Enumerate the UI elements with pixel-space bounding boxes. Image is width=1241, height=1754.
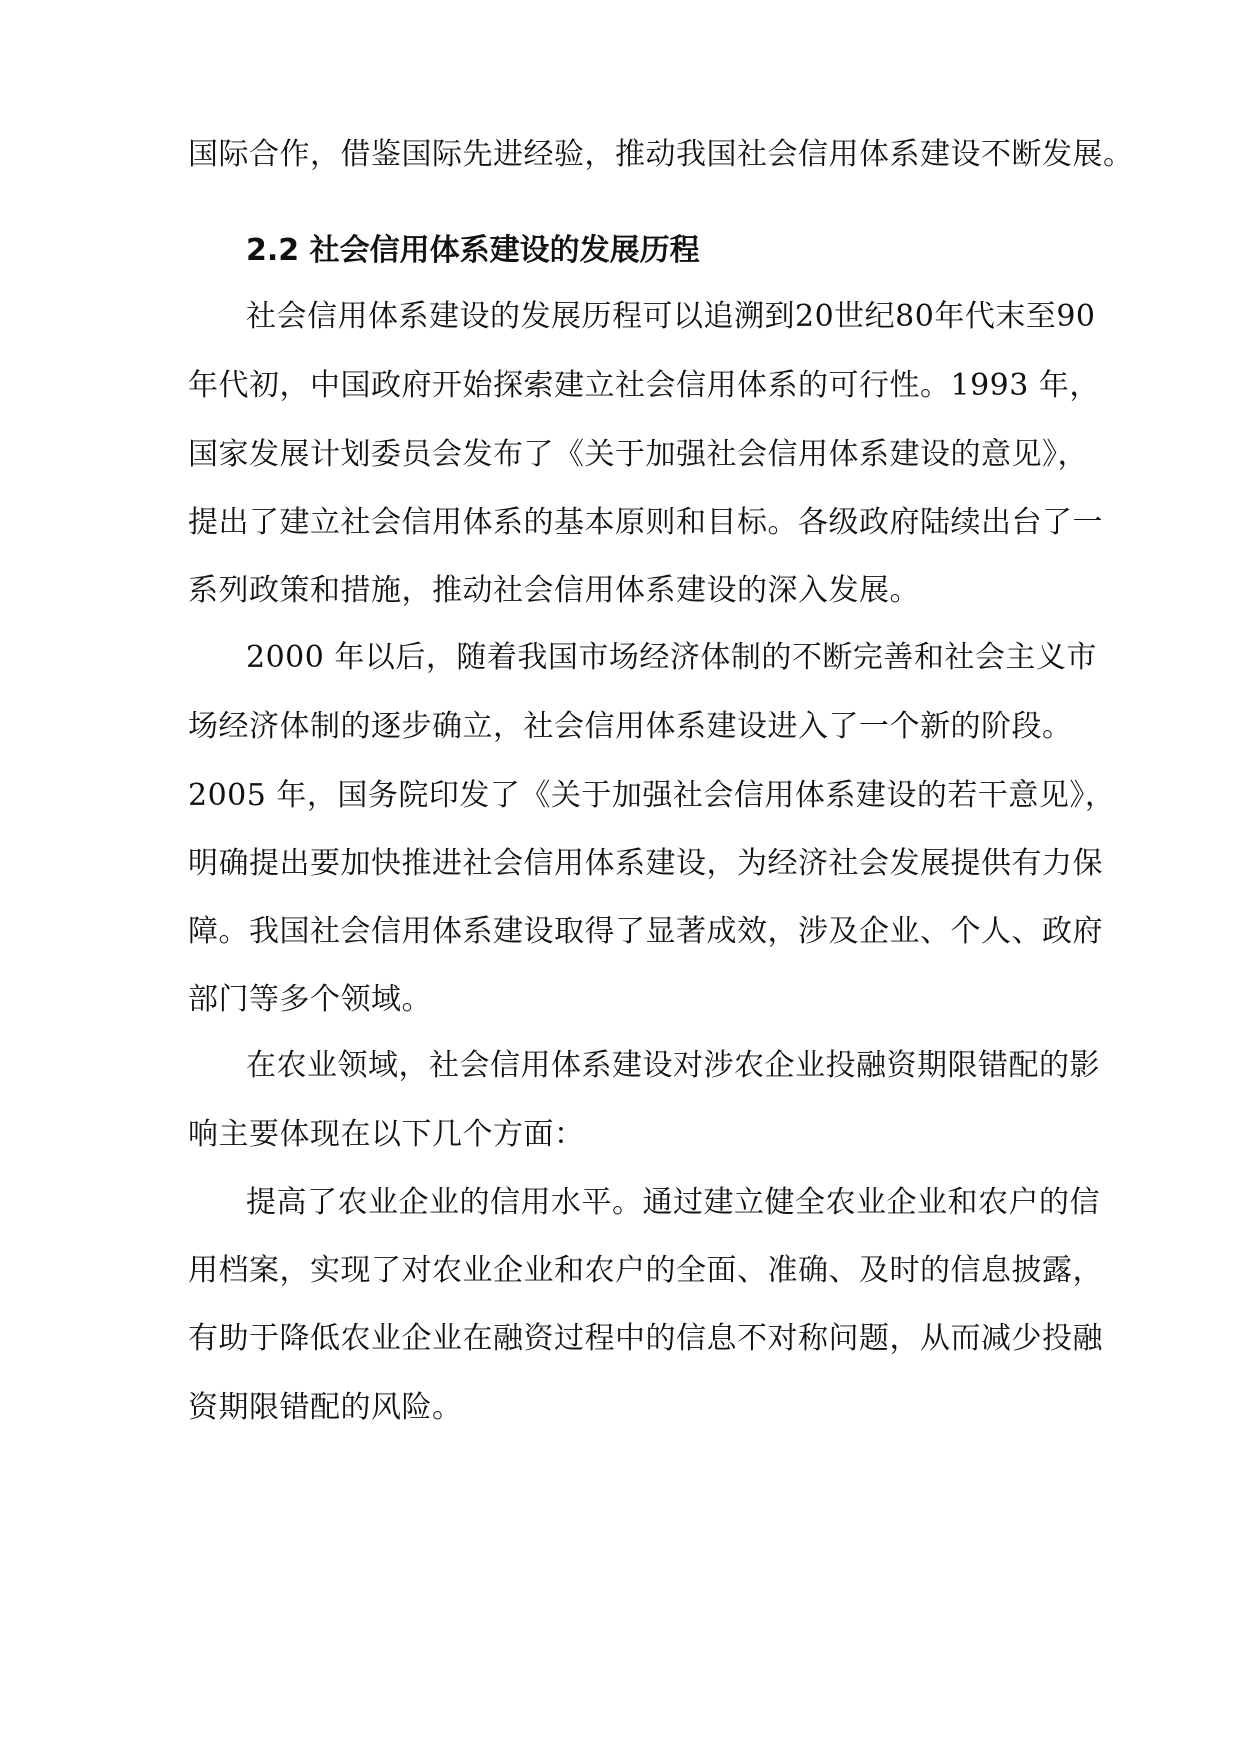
paragraph-line: 障。我国社会信用体系建设取得了显著成效，涉及企业、个人、政府 xyxy=(188,914,1103,949)
paragraph-line: 系列政策和措施，推动社会信用体系建设的深入发展。 xyxy=(188,573,920,608)
paragraph-line: 社会信用体系建设的发展历程可以追溯到20世纪80年代末至90 xyxy=(246,299,1096,334)
paragraph-line: 年代初，中国政府开始探索建立社会信用体系的可行性。1993 年， xyxy=(188,368,1100,403)
paragraph-line: 国家发展计划委员会发布了《关于加强社会信用体系建设的意见》， xyxy=(188,437,1088,472)
paragraph-line: 响主要体现在以下几个方面： xyxy=(188,1117,585,1152)
paragraph-line: 资期限错配的风险。 xyxy=(188,1390,463,1425)
paragraph-line: 用档案，实现了对农业企业和农户的全面、准确、及时的信息披露， xyxy=(188,1253,1103,1288)
paragraph-line: 提出了建立社会信用体系的基本原则和目标。各级政府陆续出台了一 xyxy=(188,505,1103,540)
paragraph-line: 2000 年以后，随着我国市场经济体制的不断完善和社会主义市 xyxy=(246,640,1097,675)
paragraph-line: 有助于降低农业企业在融资过程中的信息不对称问题，从而减少投融 xyxy=(188,1321,1103,1356)
paragraph-line: 部门等多个领域。 xyxy=(188,982,432,1017)
paragraph-line: 2005 年，国务院印发了《关于加强社会信用体系建设的若干意见》， xyxy=(188,778,1116,813)
paragraph-line: 提高了农业企业的信用水平。通过建立健全农业企业和农户的信 xyxy=(246,1185,1100,1220)
paragraph-line: 场经济体制的逐步确立，社会信用体系建设进入了一个新的阶段。 xyxy=(188,709,1073,744)
paragraph-line: 国际合作，借鉴国际先进经验，推动我国社会信用体系建设不断发展。 xyxy=(188,137,1134,172)
section-heading: 2.2 社会信用体系建设的发展历程 xyxy=(246,233,700,268)
paragraph-line: 明确提出要加快推进社会信用体系建设，为经济社会发展提供有力保 xyxy=(188,846,1103,881)
paragraph-line: 在农业领域，社会信用体系建设对涉农企业投融资期限错配的影 xyxy=(246,1048,1100,1083)
